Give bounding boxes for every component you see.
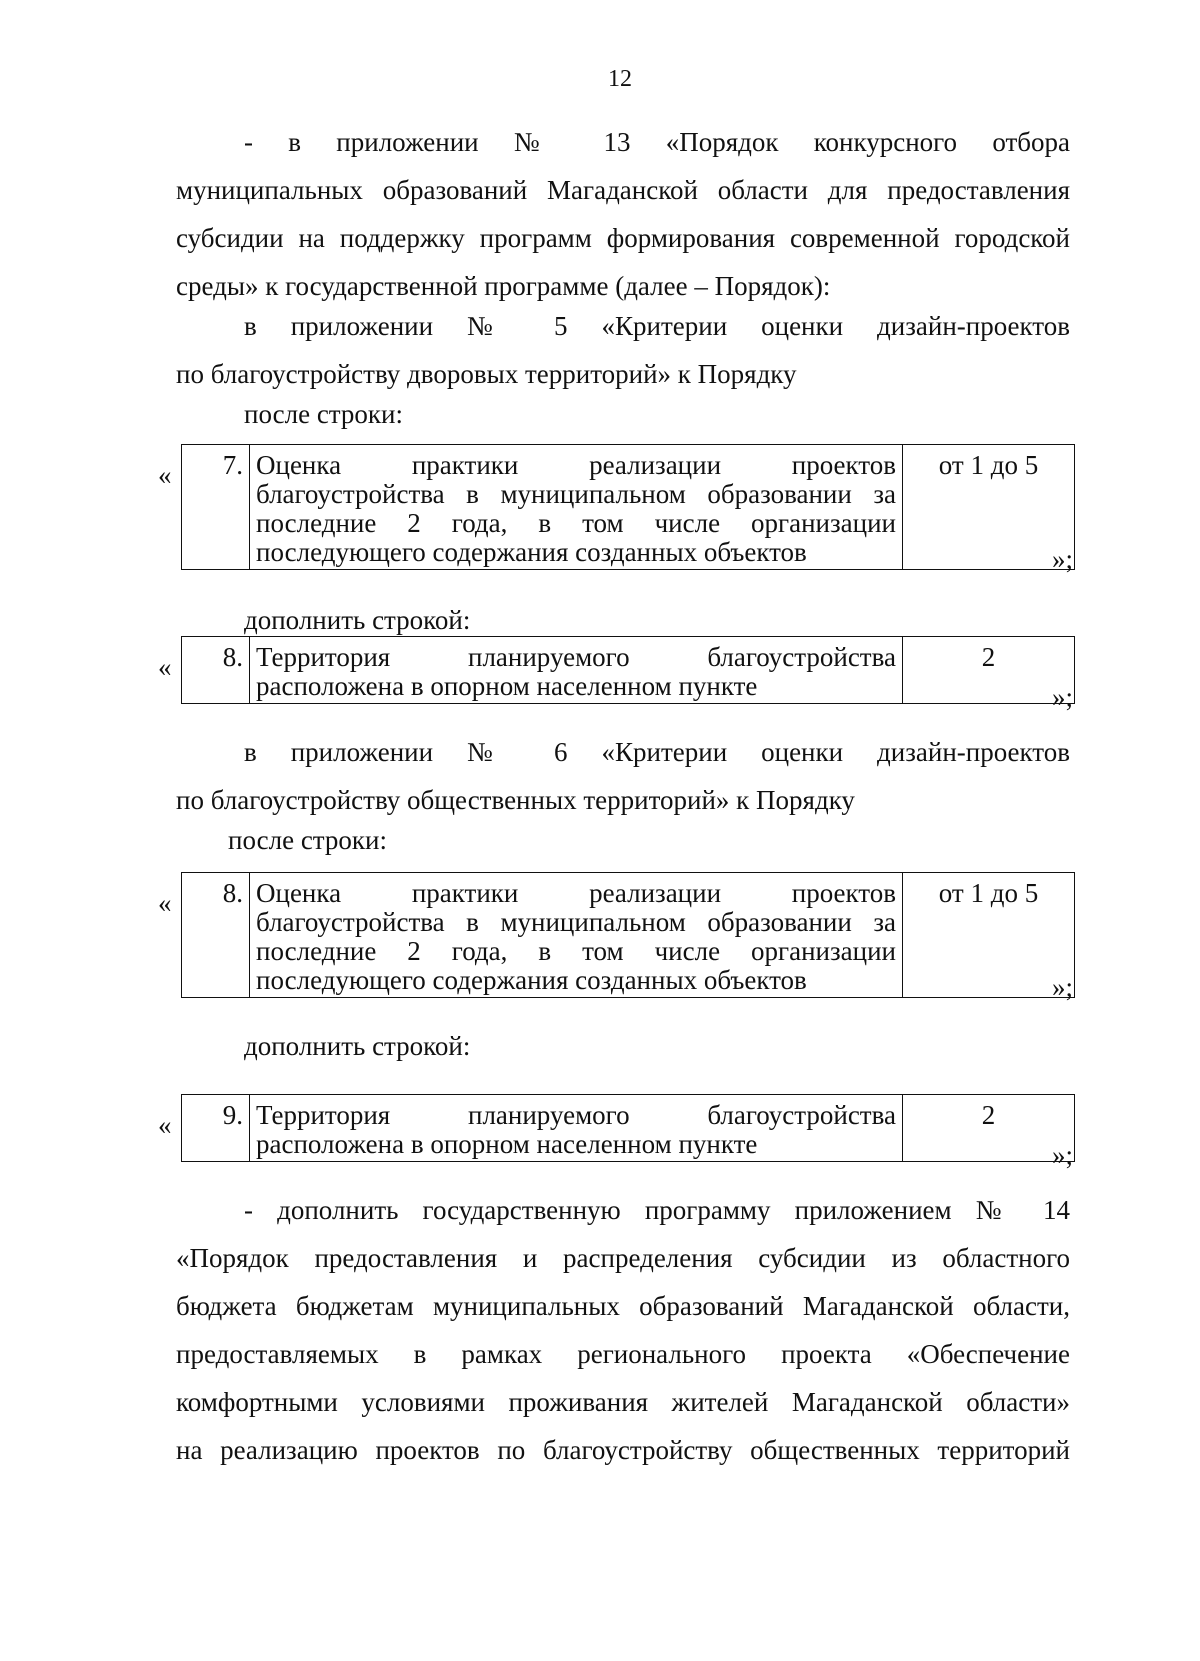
opening-quote: « [158,652,172,682]
text-line: «Порядок предоставления и распределения субсидии из областного [176,1243,1070,1273]
criterion-text [250,445,903,570]
text-line: муниципальных образований Магаданской области для предоставления [176,175,1070,205]
text-line: - дополнить государственную программу приложением № 14 [244,1195,1070,1225]
paragraph-appendix-6 [176,728,1070,824]
score-value: 2 [903,1095,1075,1162]
amendment-table-row [181,444,1075,570]
text-line: благоустройства в муниципальном образовании за [256,479,896,509]
add-row-label: дополнить строкой: [244,605,471,635]
opening-quote: « [158,888,172,918]
closing-quote: »; [1052,1140,1074,1170]
text-line: по благоустройству общественных территорий» к Порядку [176,785,855,815]
paragraph-appendix-5 [176,302,1070,398]
paragraph-appendix-14 [176,1186,1070,1474]
text-line: по благоустройству дворовых территорий» к Порядку [176,359,797,389]
page-number: 12 [608,66,632,92]
score-value: 2 [903,637,1075,704]
opening-quote: « [158,460,172,490]
add-row-label: дополнить строкой: [244,1031,471,1061]
score-value: от 1 до 5 [903,445,1075,570]
text-line: на реализацию проектов по благоустройству общественных территорий [176,1435,1070,1465]
amendment-table-row [181,636,1075,704]
row-number: 7. [182,445,250,570]
opening-quote: « [158,1110,172,1140]
criterion-text [250,873,903,998]
closing-quote: »; [1052,972,1074,1002]
text-line: среды» к государственной программе (далее – Порядок): [176,271,831,301]
text-line: в приложении № 6 «Критерии оценки дизайн-проектов [244,737,1070,767]
text-line: последующего содержания созданных объектов [256,965,807,995]
after-row-label: после строки: [244,399,403,429]
text-line: Территория планируемого благоустройства [256,1100,896,1130]
text-line: Территория планируемого благоустройства [256,642,896,672]
text-line: благоустройства в муниципальном образовании за [256,907,896,937]
after-row-label: после строки: [228,825,387,855]
amendment-table-row [181,1094,1075,1162]
text-line: Оценка практики реализации проектов [256,878,896,908]
text-line: расположена в опорном населенном пункте [256,671,758,701]
criterion-text [250,1095,903,1162]
text-line: субсидии на поддержку программ формирования современной городской [176,223,1070,253]
row-number: 8. [182,873,250,998]
closing-quote: »; [1052,682,1074,712]
text-line: последующего содержания созданных объектов [256,537,807,567]
text-line: предоставляемых в рамках регионального проекта «Обеспечение [176,1339,1070,1369]
text-line: бюджета бюджетам муниципальных образований Магаданской области, [176,1291,1070,1321]
text-line: последние 2 года, в том числе организации [256,508,896,538]
row-number: 9. [182,1095,250,1162]
text-line: последние 2 года, в том числе организации [256,936,896,966]
text-line: в приложении № 5 «Критерии оценки дизайн-проектов [244,311,1070,341]
paragraph-amendment-13 [176,118,1070,310]
text-line: - в приложении № 13 «Порядок конкурсного отбора [244,127,1070,157]
text-line: Оценка практики реализации проектов [256,450,896,480]
text-line: комфортными условиями проживания жителей Магаданской области» [176,1387,1070,1417]
amendment-table-row [181,872,1075,998]
score-value: от 1 до 5 [903,873,1075,998]
text-line: расположена в опорном населенном пункте [256,1129,758,1159]
closing-quote: »; [1052,544,1074,574]
criterion-text [250,637,903,704]
row-number: 8. [182,637,250,704]
